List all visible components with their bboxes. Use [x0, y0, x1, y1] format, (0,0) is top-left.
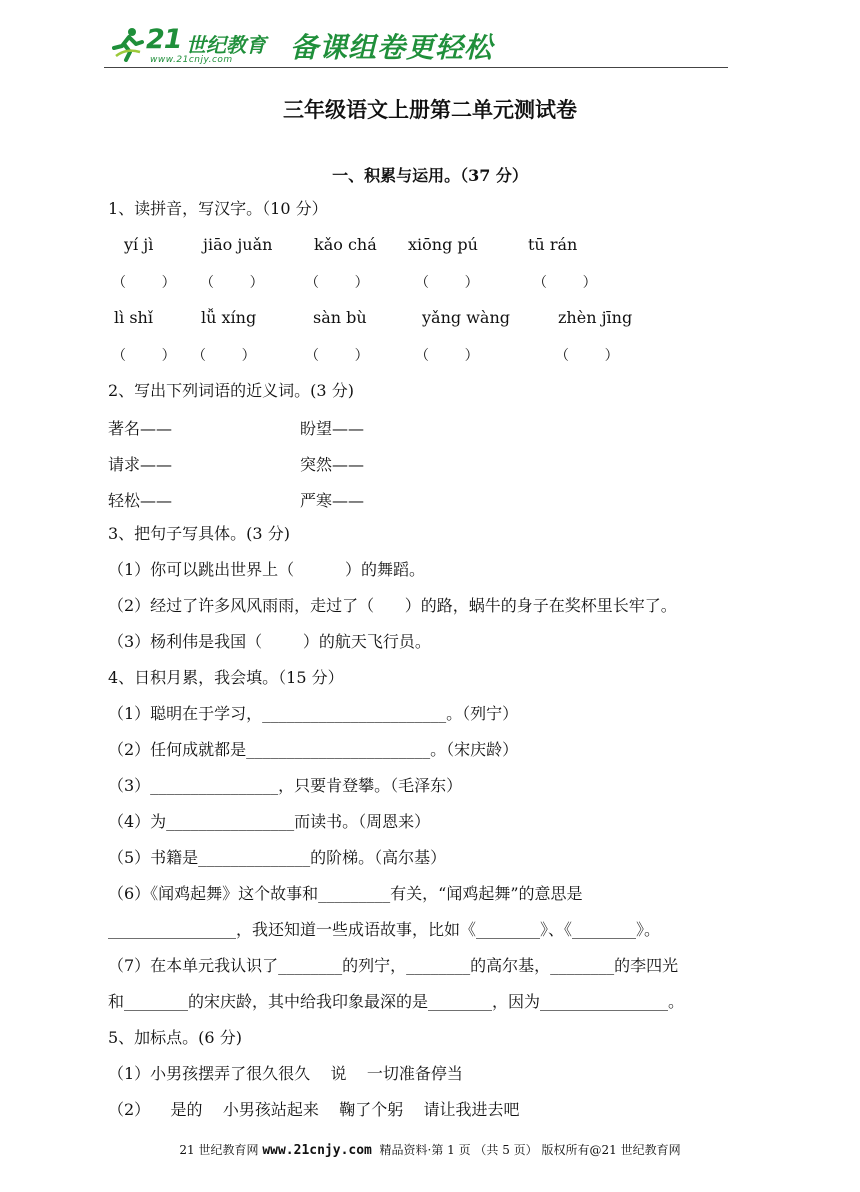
question-3-heading: 3、把句子写具体。(3 分)	[108, 524, 290, 543]
answer-blank[interactable]: （ ）	[415, 275, 479, 291]
section-heading: 一、积累与运用。（37 分）	[332, 166, 528, 185]
synonym-item: 盼望——	[300, 419, 365, 438]
answer-blank[interactable]: （ ）	[305, 275, 369, 291]
question-2-heading: 2、写出下列词语的近义词。(3 分)	[108, 381, 354, 400]
synonym-item: 著名——	[108, 419, 173, 438]
question-4-heading: 4、日积月累，我会填。（15 分）	[108, 668, 344, 687]
synonym-item: 请求——	[108, 455, 173, 474]
answer-blank[interactable]: （ ）	[200, 275, 264, 291]
logo-text: 世纪教育	[186, 33, 266, 57]
answer-blank[interactable]: （ ）	[555, 348, 619, 364]
question-item: （2）任何成就都是_______________________。（宋庆龄）	[108, 740, 519, 759]
answer-blank[interactable]: （ ）	[305, 348, 369, 364]
question-item: 和________的宋庆龄，其中给我印象最深的是________，因为________________。	[108, 992, 685, 1011]
question-5-heading: 5、加标点。(6 分)	[108, 1028, 242, 1047]
header-slogan: 备课组卷更轻松	[290, 31, 494, 64]
question-item: （1）聪明在于学习，_______________________。（列宁）	[108, 704, 519, 723]
question-item: （3）杨利伟是我国（ ）的航天飞行员。	[108, 632, 431, 651]
page-header	[104, 22, 728, 70]
answer-blank[interactable]: （ ）	[112, 275, 176, 291]
pinyin: yí jì	[124, 235, 154, 254]
footer-left: 21 世纪教育网	[179, 1143, 263, 1157]
answer-blank[interactable]: （ ）	[415, 348, 479, 364]
answer-blank[interactable]: （ ）	[112, 348, 176, 364]
footer-right: 精品资料·第 1 页 （共 5 页） 版权所有@21 世纪教育网	[371, 1143, 681, 1157]
page-title: 三年级语文上册第二单元测试卷	[283, 97, 577, 122]
logo-url: www.21cnjy.com	[150, 55, 233, 65]
pinyin: lì shǐ	[114, 308, 153, 327]
pinyin: yǎng wàng	[422, 308, 510, 327]
pinyin: xiōng pú	[408, 235, 478, 254]
answer-blank[interactable]: （ ）	[533, 275, 597, 291]
question-item: （1）你可以跳出世界上（ ）的舞蹈。	[108, 560, 426, 579]
page-footer	[0, 1141, 860, 1158]
question-item: （4）为________________而读书。（周恩来）	[108, 812, 431, 831]
question-item: （5）书籍是______________的阶梯。（高尔基）	[108, 848, 447, 867]
question-item: （2） 是的 小男孩站起来 鞠了个躬 请让我进去吧	[108, 1100, 520, 1119]
question-item: ________________，我还知道一些成语故事，比如《________》、《________》。	[108, 920, 661, 939]
question-item: （1）小男孩摆弄了很久很久 说 一切准备停当	[108, 1064, 463, 1083]
pinyin: zhèn jīng	[558, 308, 633, 327]
pinyin: jiāo juǎn	[203, 235, 273, 254]
logo-number: 21	[146, 24, 182, 55]
pinyin: lǚ xíng	[201, 308, 257, 327]
synonym-item: 严寒——	[300, 491, 365, 510]
question-item: （6）《闻鸡起舞》这个故事和_________有关，“闻鸡起舞”的意思是	[108, 884, 583, 903]
answer-blank[interactable]: （ ）	[192, 348, 256, 364]
synonym-item: 突然——	[300, 455, 365, 474]
question-1-heading: 1、读拼音，写汉字。（10 分）	[108, 199, 328, 218]
question-item: （7）在本单元我认识了________的列宁，________的高尔基，________的李四光	[108, 956, 679, 975]
synonym-item: 轻松——	[108, 491, 173, 510]
footer-site-link[interactable]: www.21cnjy.com	[262, 1143, 372, 1158]
pinyin: kǎo chá	[314, 235, 377, 254]
header-divider	[104, 67, 728, 68]
question-item: （2）经过了许多风风雨雨，走过了（ ）的路，蜗牛的身子在奖杯里长牢了。	[108, 596, 677, 615]
runner-logo-icon	[110, 26, 144, 62]
question-item: （3）________________，只要肯登攀。（毛泽东）	[108, 776, 463, 795]
pinyin: tū rán	[528, 235, 578, 254]
pinyin: sàn bù	[313, 308, 367, 327]
